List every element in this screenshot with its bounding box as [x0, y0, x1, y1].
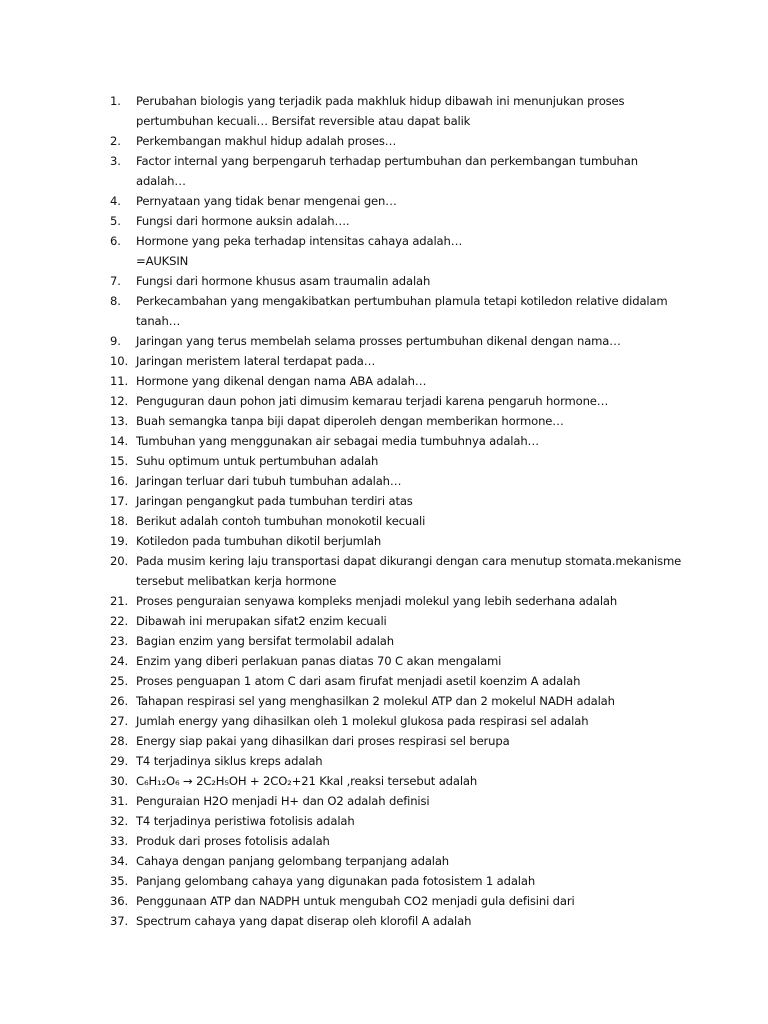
- question-item: [110, 791, 700, 811]
- question-text-line: Perkecambahan yang mengakibatkan pertumbuhan plamula tetapi kotiledon relative didalam: [136, 294, 668, 308]
- question-number: 33.: [110, 834, 128, 848]
- question-item: [110, 671, 700, 691]
- question-item: [110, 511, 700, 531]
- question-text-line: Bagian enzim yang bersifat termolabil adalah: [136, 634, 394, 648]
- question-number: 30.: [110, 774, 128, 788]
- question-item: [110, 751, 700, 771]
- question-text-line: Spectrum cahaya yang dapat diserap oleh klorofil A adalah: [136, 914, 472, 928]
- question-item: [110, 871, 700, 891]
- question-number: 1.: [110, 94, 121, 108]
- question-item: [110, 551, 700, 591]
- question-text-line: Enzim yang diberi perlakuan panas diatas 70 C akan mengalami: [136, 654, 502, 668]
- question-number: 25.: [110, 674, 128, 688]
- question-text-line: Hormone yang dikenal dengan nama ABA adalah…: [136, 374, 427, 388]
- question-number: 4.: [110, 194, 121, 208]
- question-text-line: Tumbuhan yang menggunakan air sebagai media tumbuhnya adalah…: [136, 434, 539, 448]
- question-item: [110, 151, 700, 191]
- question-text-line: Panjang gelombang cahaya yang digunakan pada fotosistem 1 adalah: [136, 874, 536, 888]
- question-number: 37.: [110, 914, 128, 928]
- question-item: [110, 531, 700, 551]
- question-item: [110, 691, 700, 711]
- question-item: [110, 631, 700, 651]
- question-item: [110, 451, 700, 471]
- question-list: [110, 91, 700, 931]
- question-text-line: Perkembangan makhul hidup adalah proses…: [136, 134, 397, 148]
- question-text-line: Suhu optimum untuk pertumbuhan adalah: [136, 454, 379, 468]
- question-number: 36.: [110, 894, 128, 908]
- question-number: 17.: [110, 494, 128, 508]
- question-text-line: Jumlah energy yang dihasilkan oleh 1 molekul glukosa pada respirasi sel adalah: [136, 714, 589, 728]
- question-number: 26.: [110, 694, 128, 708]
- question-number: 31.: [110, 794, 128, 808]
- question-text-line: pertumbuhan kecuali… Bersifat reversible atau dapat balik: [136, 114, 471, 128]
- question-item: [110, 371, 700, 391]
- question-item: [110, 131, 700, 151]
- question-item: [110, 491, 700, 511]
- question-number: 19.: [110, 534, 128, 548]
- question-text-line: Buah semangka tanpa biji dapat diperoleh dengan memberikan hormone…: [136, 414, 564, 428]
- question-text-line: Proses penguraian senyawa kompleks menjadi molekul yang lebih sederhana adalah: [136, 594, 618, 608]
- question-number: 24.: [110, 654, 128, 668]
- question-item: [110, 891, 700, 911]
- question-text-line: Jaringan terluar dari tubuh tumbuhan adalah…: [136, 474, 402, 488]
- question-number: 20.: [110, 554, 128, 568]
- question-item: [110, 391, 700, 411]
- question-text-line: Fungsi dari hormone auksin adalah….: [136, 214, 350, 228]
- question-item: [110, 411, 700, 431]
- question-item: [110, 611, 700, 631]
- question-text-line: Pada musim kering laju transportasi dapat dikurangi dengan cara menutup stomata.mekanisme: [136, 554, 682, 568]
- question-item: [110, 291, 700, 331]
- question-text-line: Factor internal yang berpengaruh terhadap pertumbuhan dan perkembangan tumbuhan: [136, 154, 638, 168]
- question-text-line: Berikut adalah contoh tumbuhan monokotil kecuali: [136, 514, 426, 528]
- question-text-line: tanah…: [136, 314, 181, 328]
- question-item: [110, 831, 700, 851]
- question-number: 14.: [110, 434, 128, 448]
- question-number: 32.: [110, 814, 128, 828]
- question-item: [110, 711, 700, 731]
- question-text-line: Jaringan pengangkut pada tumbuhan terdiri atas: [136, 494, 413, 508]
- question-number: 23.: [110, 634, 128, 648]
- question-item: [110, 271, 700, 291]
- question-text-line: Produk dari proses fotolisis adalah: [136, 834, 330, 848]
- question-text-line: adalah…: [136, 174, 186, 188]
- question-item: [110, 91, 700, 131]
- question-item: [110, 191, 700, 211]
- question-item: [110, 811, 700, 831]
- question-item: [110, 911, 700, 931]
- question-text-line: T4 terjadinya peristiwa fotolisis adalah: [136, 814, 355, 828]
- question-number: 9.: [110, 334, 121, 348]
- question-item: [110, 431, 700, 451]
- question-item: [110, 351, 700, 371]
- question-item: [110, 211, 700, 231]
- question-text-line: Penggunaan ATP dan NADPH untuk mengubah CO2 menjadi gula defisini dari: [136, 894, 575, 908]
- question-number: 13.: [110, 414, 128, 428]
- question-number: 22.: [110, 614, 128, 628]
- question-text-line: Tahapan respirasi sel yang menghasilkan 2 molekul ATP dan 2 mokelul NADH adalah: [136, 694, 615, 708]
- question-text-line: Energy siap pakai yang dihasilkan dari proses respirasi sel berupa: [136, 734, 510, 748]
- question-text-line: Jaringan meristem lateral terdapat pada…: [136, 354, 376, 368]
- question-text-line: Proses penguapan 1 atom C dari asam firufat menjadi asetil koenzim A adalah: [136, 674, 581, 688]
- question-number: 3.: [110, 154, 121, 168]
- question-text-line: Cahaya dengan panjang gelombang terpanjang adalah: [136, 854, 449, 868]
- question-text-line: Penguraian H2O menjadi H+ dan O2 adalah definisi: [136, 794, 430, 808]
- question-text-line: Kotiledon pada tumbuhan dikotil berjumlah: [136, 534, 382, 548]
- question-number: 10.: [110, 354, 128, 368]
- question-text-line: Jaringan yang terus membelah selama prosses pertumbuhan dikenal dengan nama…: [136, 334, 621, 348]
- question-number: 16.: [110, 474, 128, 488]
- question-number: 35.: [110, 874, 128, 888]
- question-number: 11.: [110, 374, 128, 388]
- question-number: 21.: [110, 594, 128, 608]
- question-text-line: Fungsi dari hormone khusus asam traumalin adalah: [136, 274, 431, 288]
- question-number: 6.: [110, 234, 121, 248]
- question-number: 34.: [110, 854, 128, 868]
- question-text-line: Hormone yang peka terhadap intensitas cahaya adalah…: [136, 234, 463, 248]
- question-text-line: =AUKSIN: [136, 254, 189, 268]
- question-item: [110, 731, 700, 751]
- question-text-line: Perubahan biologis yang terjadik pada makhluk hidup dibawah ini menunjukan proses: [136, 94, 625, 108]
- question-number: 18.: [110, 514, 128, 528]
- question-item: [110, 591, 700, 611]
- question-item: [110, 471, 700, 491]
- question-item: [110, 231, 700, 271]
- question-number: 12.: [110, 394, 128, 408]
- question-text-line: tersebut melibatkan kerja hormone: [136, 574, 337, 588]
- question-item: [110, 771, 700, 791]
- question-number: 27.: [110, 714, 128, 728]
- question-item: [110, 331, 700, 351]
- question-text-line: Penguguran daun pohon jati dimusim kemarau terjadi karena pengaruh hormone…: [136, 394, 609, 408]
- question-item: [110, 851, 700, 871]
- question-number: 5.: [110, 214, 121, 228]
- question-number: 7.: [110, 274, 121, 288]
- question-number: 2.: [110, 134, 121, 148]
- question-text-line: Pernyataan yang tidak benar mengenai gen…: [136, 194, 397, 208]
- question-text-line: Dibawah ini merupakan sifat2 enzim kecuali: [136, 614, 387, 628]
- question-item: [110, 651, 700, 671]
- question-text-line: T4 terjadinya siklus kreps adalah: [136, 754, 323, 768]
- question-number: 8.: [110, 294, 121, 308]
- question-number: 28.: [110, 734, 128, 748]
- question-number: 29.: [110, 754, 128, 768]
- question-text-line: C₆H₁₂O₆ → 2C₂H₅OH + 2CO₂+21 Kkal ,reaksi tersebut adalah: [136, 774, 478, 788]
- question-number: 15.: [110, 454, 128, 468]
